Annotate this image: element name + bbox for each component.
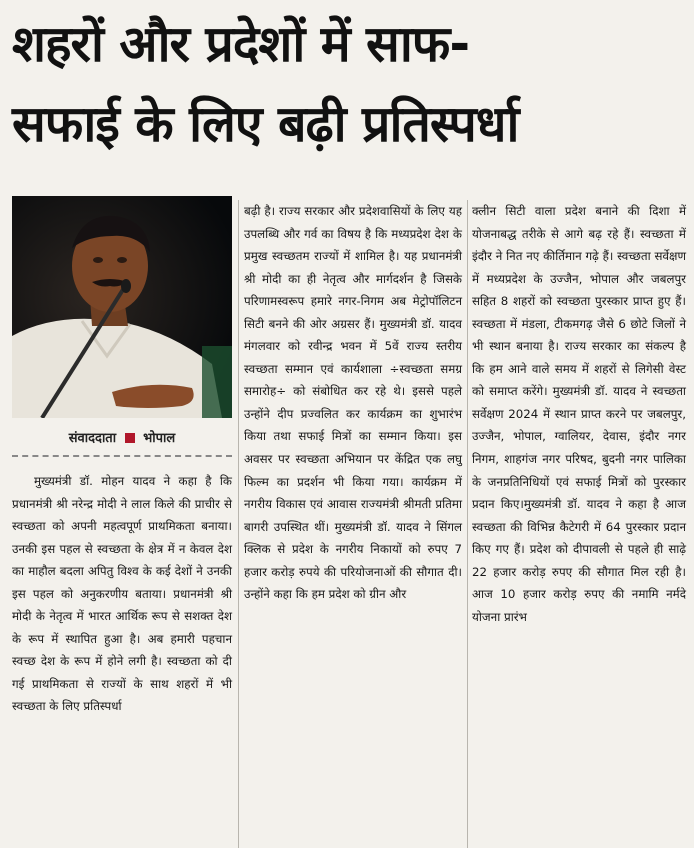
article-column-2-text: बढ़ी है। राज्य सरकार और प्रदेशवासियों के लिए यह उपलब्धि और गर्व का विषय है कि मध्यप्रदेश देश के प्रमुख स्वच्छतम राज्यों में शामिल है। यह प्रधानमंत्री श्री मोदी का ही नेतृत्व और मार्गदर्शन है जिसके परिणामस्वरूप हमारे नगर-निगम अब मेट्रोपॉलिटन सिटी बनने की ओर अग्रसर हैं। मुख्यमंत्री डॉ. यादव मंगलवार को रवीन्द्र भवन में 5वें राज्य स्तरीय स्वच्छता सम्मान एवं कार्यशाला ÷स्वच्छता समग्र समारोह÷ को संबोधित कर रहे थे। इससे पहले उन्होंने दीप प्रज्वलित कर कार्यक्रम का शुभारंभ किया तथा सफाई मित्रों का सम्मान किया। इस अवसर पर स्वच्छता अभियान पर केंद्रित एक लघु फिल्म का प्रदर्शन भी किया गया। कार्यक्रम में नगरीय विकास एवं आवास राज्यमंत्री श्रीमती प्रतिमा बागरी उपस्थित थीं। मुख्यमंत्री डॉ. यादव ने सिंगल क्लिक से प्रदेश के नगरीय निकायों को रुपए 7 हजार करोड़ रुपये की परियोजनाओं की सौगात दी। उन्होंने कहा कि हम प्रदेश को ग्रीन और [244,204,462,602]
byline-reporter: संवाददाता [68,431,117,446]
chief-minister-photo [12,196,232,418]
article-column-2 [244,200,462,606]
article-column-3-text: क्लीन सिटी वाला प्रदेश बनाने की दिशा में योजनाबद्ध तरीके से आगे बढ़ रहे हैं। स्वच्छता में इंदौर ने नित नए कीर्तिमान गढ़े हैं। स्वच्छता सर्वेक्षण में मध्यप्रदेश के उज्जैन, भोपाल और जबलपुर सहित 8 शहरों को स्वच्छता पुरस्कार प्राप्त हुए हैं। स्वच्छता में मंडला, टीकमगढ़ जैसे 6 छोटे जिलों ने भी स्थान बनाया है। राज्य सरकार का संकल्प है कि हम आने वाले समय में शहरों से लिगेसी वेस्ट को समाप्त करेंगे। मुख्यमंत्री डॉ. यादव ने स्वच्छता सर्वेक्षण 2024 में स्थान प्राप्त करने पर जबलपुर, उज्जैन, भोपाल, ग्वालियर, देवास, इंदौर नगर निगम, शाहगंज नगर परिषद, बुदनी नगर पालिका के जनप्रतिनिधियों एवं सफाई मित्रों को पुरस्कार प्रदान किए।मुख्यमंत्री डॉ. यादव ने कहा है आज स्वच्छता की विभिन्न कैटेगरी में 64 पुरस्कार प्रदान किए गए हैं। प्रदेश को दीपावली से पहले ही साढ़े 22 हजार करोड़ रुपए की सौगात मिल रही है। आज 10 हजार करोड़ रुपए की नमामि नर्मदे योजना प्रारंभ [472,204,686,624]
article-column-1 [12,470,232,718]
byline-separator-icon [125,433,135,443]
column-divider-1 [238,200,239,848]
article-column-1-text: मुख्यमंत्री डॉ. मोहन यादव ने कहा है कि प्रधानमंत्री श्री नरेन्द्र मोदी ने लाल किले की प्राचीर से स्वच्छता को अपनी महत्वपूर्ण प्राथमिकता बनाया। उनकी इस पहल से स्वच्छता के क्षेत्र में न केवल देश का माहौल बदला अपितु विश्व के कई देशों ने उनकी इस पहल को अनुकरणीय बताया। प्रधानमंत्री श्री मोदी के नेतृत्व में भारत आर्थिक रूप से सशक्त देश के रूप में स्थापित हुआ है। अब हमारी पहचान स्वच्छ देश के रूप में होने लगी है। स्वच्छता को दी गई प्राथमिकता से राज्यों के साथ शहरों में भी स्वच्छता के लिए प्रतिस्पर्धा [12,474,232,714]
headline-line-2: सफाई के लिए बढ़ी प्रतिस्पर्धा [12,95,519,153]
headline-line-1: शहरों और प्रदेशों में साफ- [12,15,470,73]
byline-city: भोपाल [143,431,176,446]
headline [12,4,684,164]
speaker-illustration [12,196,232,418]
byline [12,428,232,446]
byline-divider [12,455,232,457]
article-column-3 [472,200,686,628]
column-divider-2 [467,200,468,848]
